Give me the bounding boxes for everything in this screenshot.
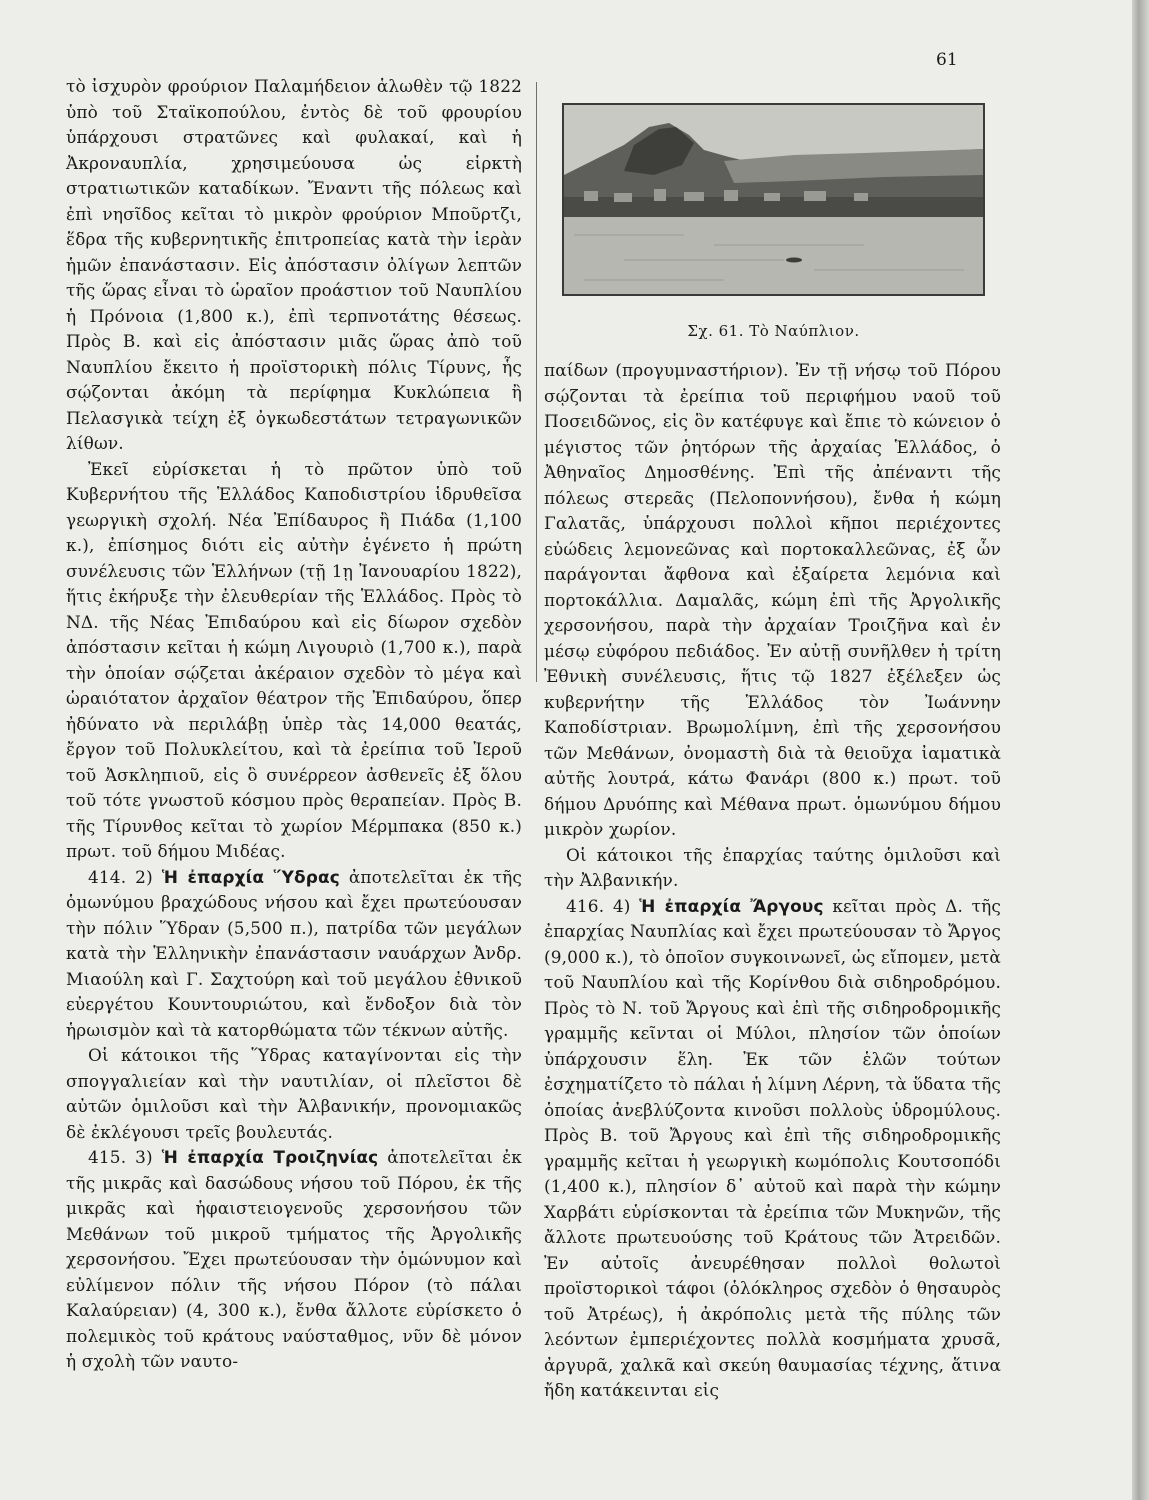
section-heading: Ἡ ἐπαρχία Τροιζηνίας — [161, 1147, 379, 1167]
paragraph-text: Οἱ κάτοικοι τῆς ἐπαρχίας ταύτης ὁμιλοῦσι καὶ τὴν Ἀλβανικήν. — [544, 844, 1001, 890]
section-415 — [66, 1145, 522, 1375]
landscape-illustration — [564, 105, 983, 294]
section-heading: Ἡ ἐπαρχία Ἄργους — [639, 895, 824, 916]
paragraph — [544, 358, 1001, 843]
figure-nafplio-photo — [562, 103, 985, 296]
figure-caption: Σχ. 61. Τὸ Ναύπλιον. — [687, 322, 860, 340]
section-number: 415. 3) — [88, 1147, 153, 1167]
paragraph-text: παίδων (προγυμναστήριον). Ἐν τῇ νήσῳ τοῦ Πόρου σῴζονται τὰ ἐρείπια τοῦ περιφήμου ναοῦ τοῦ Ποσειδῶνος, εἰς ὃν κατέφυγε καὶ ἔπιε τὸ κώνειον ὁ μέγιστος τῶν ῥητόρων τῆς ἀρχαίας Ἑλλάδος, ὁ Ἀθηναῖος Δημοσθένης. Ἐπὶ τῆς ἀπέναντι τῆς πόλεως στερεᾶς (Πελοποννήσου), ἔνθα ἡ κώμη Γαλατᾶς, ὑπάρχουσι πολλοὶ κῆποι περιέχοντες εὐώδεις λεμονεῶνας καὶ πορτοκαλλεῶνας, ἐξ ὧν παράγονται ἄφθονα καὶ ἐξαίρετα λεμόνια καὶ πορτοκάλλια. Δαμαλᾶς, κώμη ἐπὶ τῆς Ἀργολικῆς χερσονήσου, παρὰ τὴν ἀρχαίαν Τροιζῆνα καὶ ἐν μέσῳ εὐφόρου πεδιάδος. Ἐν αὐτῇ συνῆλθεν ἡ τρίτη Ἐθνικὴ συνέλευσις, ἥτις τῷ 1827 ἐξέλεξεν ὡς κυβερνήτην τῆς Ἑλλάδος τὸν Ἰωάννην Καποδίστριαν. Βρωμολίμνη, ἐπὶ τῆς χερσονήσου τῶν Μεθάνων, ὀνομαστὴ διὰ τὰ θειοῦχα ἰαματικὰ αὐτῆς λουτρά, κάτω Φανάρι (800 κ.) πρωτ. τοῦ δήμου Δρυόπης καὶ Μέθανα πρωτ. ὁμωνύμου δήμου μικρὸν χωρίον. — [544, 360, 1001, 839]
paragraph-text: Ἐκεῖ εὑρίσκεται ἡ τὸ πρῶτον ὑπὸ τοῦ Κυβερνήτου τῆς Ἑλλάδος Καποδιστρίου ἱδρυθεῖσα γεωργικὴ σχολή. Νέα Ἐπίδαυρος ἢ Πιάδα (1,100 κ.), ἐπίσημος διότι εἰς αὐτὴν ἐγένετο ἡ πρώτη συνέλευσις τῶν Ἑλλήνων (τῇ 1ῃ Ἰανουαρίου 1822), ἥτις ἐκήρυξε τὴν ἐλευθερίαν τῆς Ἑλλάδος. Πρὸς τὸ ΝΔ. τῆς Νέας Ἐπιδαύρου καὶ εἰς δίωρον σχεδὸν ἀπόστασιν κεῖται ἡ κώμη Λιγουριὸ (1,700 κ.), παρὰ τὴν ὁποίαν σῴζεται ἀκέραιον σχεδὸν τὸ μέγα καὶ ὡραιότατον ἀρχαῖον θέατρον τῆς Ἐπιδαύρου, ὅπερ ἠδύνατο νὰ περιλάβῃ ὑπὲρ τὰς 14,000 θεατάς, ἔργον τοῦ Πολυκλείτου, καὶ τὰ ἐρείπια τοῦ Ἱεροῦ τοῦ Ἀσκληπιοῦ, εἰς ὃ συνέρρεον ἀσθενεῖς ἐξ ὅλου τοῦ τότε γνωστοῦ κόσμου πρὸς θεραπείαν. Πρὸς Β. τῆς Τίρυνθος κεῖται τὸ χωρίον Μέρμπακα (850 κ.) πρωτ. τοῦ δήμου Μιδέας. — [66, 458, 522, 861]
page-edge-shadow — [1132, 0, 1149, 1500]
paragraph — [66, 1043, 522, 1145]
paragraph — [66, 74, 522, 457]
paragraph-text: ἀποτελεῖται ἐκ τῆς ὁμωνύμου βραχώδους νήσου καὶ ἔχει πρωτεύουσαν τὴν πόλιν Ὕδραν (5,500 π.), πατρίδα τῶν μεγάλων κατὰ τὴν Ἑλληνικὴν ἐπανάστασιν ναυάρχων Ἀνδρ. Μιαούλη καὶ Γ. Σαχτούρη καὶ τοῦ μεγάλου ἐθνικοῦ εὐεργέτου Κουντουριώτου, καὶ ἔνδοξον διὰ τὸν ἡρωισμὸν καὶ τὰ κατορθώματα τῶν τέκνων αὐτῆς. — [66, 866, 522, 1040]
boat — [786, 258, 802, 263]
paragraph-text: Οἱ κάτοικοι τῆς Ὕδρας καταγίνονται εἰς τὴν σπογγαλιείαν καὶ τὴν ναυτιλίαν, οἱ πλεῖστοι δὲ αὐτῶν ὁμιλοῦσι καὶ τὴν Ἀλβανικήν, προνομιακῶς δὲ ἐκλέγουσι τρεῖς βουλευτάς. — [66, 1045, 522, 1142]
right-column — [544, 358, 1001, 1404]
section-heading: Ἡ ἐπαρχία Ὕδρας — [161, 866, 340, 887]
section-number: 414. 2) — [88, 866, 153, 887]
paragraph — [66, 457, 522, 865]
section-414 — [66, 865, 522, 1044]
column-divider — [536, 82, 537, 682]
paragraph-text: κεῖται πρὸς Δ. τῆς ἐπαρχίας Ναυπλίας καὶ ἔχει πρωτεύουσαν τὸ Ἄργος (9,000 κ.), τὸ ὁποῖον συγκοινωνεῖ, ὡς εἴπομεν, μετὰ τοῦ Ναυπλίου καὶ τῆς Κορίνθου διὰ σιδηροδρόμου. Πρὸς τὸ Ν. τοῦ Ἄργους καὶ ἐπὶ τῆς σιδηροδρομικῆς γραμμῆς κεῖνται οἱ Μύλοι, πλησίον τῶν ὁποίων ὑπάρχουσιν ἕλη. Ἐκ τῶν ἑλῶν τούτων ἐσχηματίζετο τὸ πάλαι ἡ λίμνη Λέρνη, τὰ ὕδατα τῆς ὁποίας ἀνεβλύζοντα κινοῦσι πολλοὺς ὑδρομύλους. Πρὸς Β. τοῦ Ἄργους καὶ ἐπὶ τῆς σιδηροδρομικῆς γραμμῆς κεῖται ἡ γεωργικὴ κωμόπολις Κουτσοπόδι (1,400 κ.), πλησίον δ᾽ αὐτοῦ καὶ παρὰ τὴν κώμην Χαρβάτι εὑρίσκονται τὰ ἐρείπια τῶν Μυκηνῶν, τῆς ἄλλοτε πρωτευούσης τοῦ Κράτους τῶν Ἀτρειδῶν. Ἐν αὐτοῖς ἀνευρέθησαν πολλοὶ θολωτοὶ προϊστορικοὶ τάφοι (ὁλόκληρος σχεδὸν ὁ θησαυρὸς τοῦ Ἀτρέως), ἡ ἀκρόπολις μετὰ τῆς πύλης τῶν λεόντων ἐμπεριέχοντες πολλὰ κοσμήματα χρυσᾶ, ἀργυρᾶ, χαλκᾶ καὶ σκεύη θαυμασίας τέχνης, ἅτινα ἤδη κατάκεινται εἰς — [544, 895, 1002, 1400]
section-416 — [544, 894, 1001, 1404]
sea — [564, 217, 983, 294]
page-number: 61 — [936, 50, 958, 70]
paragraph-text: ἀποτελεῖται ἐκ τῆς μικρᾶς καὶ δασώδους νήσου τοῦ Πόρου, ἐκ τῆς μικρᾶς καὶ ἡφαιστειογενοῦς χερσονήσου τῶν Μεθάνων τοῦ μικροῦ τμήματος τῆς Ἀργολικῆς χερσονήσου. Ἔχει πρωτεύουσαν τὴν ὁμώνυμον καὶ εὐλίμενον πόλιν τῆς νήσου Πόρον (τὸ πάλαι Καλαύρειαν) (4, 300 κ.), ἔνθα ἄλλοτε εὑρίσκετο ὁ πολεμικὸς τοῦ κράτους ναύσταθμος, νῦν δὲ μόνον ἡ σχολὴ τῶν ναυτο- — [66, 1147, 522, 1371]
paragraph — [544, 843, 1001, 894]
paragraph-text: τὸ ἰσχυρὸν φρούριον Παλαμήδειον ἁλωθὲν τῷ 1822 ὑπὸ τοῦ Σταϊκοπούλου, ἐντὸς δὲ τοῦ φρουρίου ὑπάρχουσι στρατῶνες καὶ φυλακαί, καὶ ἡ Ἀκροναυπλία, χρησιμεύουσα ὡς εἱρκτὴ στρατιωτικῶν καταδίκων. Ἔναντι τῆς πόλεως καὶ ἐπὶ νησῖδος κεῖται τὸ μικρὸν φρούριον Μποῦρτζι, ἕδρα τῆς κυβερνητικῆς ἐπιτροπείας κατὰ τὴν ἱερὰν ἡμῶν ἐπανάστασιν. Εἰς ἀπόστασιν ὀλίγων λεπτῶν τῆς ὥρας εἶναι τὸ ὡραῖον προάστιον τοῦ Ναυπλίου ἡ Πρόνοια (1,800 κ.), ἐπὶ τερπνοτάτης θέσεως. Πρὸς Β. καὶ εἰς ἀπόστασιν μιᾶς ὥρας ἀπὸ τοῦ Ναυπλίου ἔκειτο ἡ προϊστορικὴ πόλις Τίρυνς, ἧς σῴζονται ἀκόμη τὰ περίφημα Κυκλώπεια ἢ Πελασγικὰ τείχη ἐξ ὀγκωδεστάτων τετραγωνικῶν λίθων. — [66, 76, 522, 453]
left-column — [66, 74, 522, 1375]
section-number: 416. 4) — [566, 895, 631, 916]
